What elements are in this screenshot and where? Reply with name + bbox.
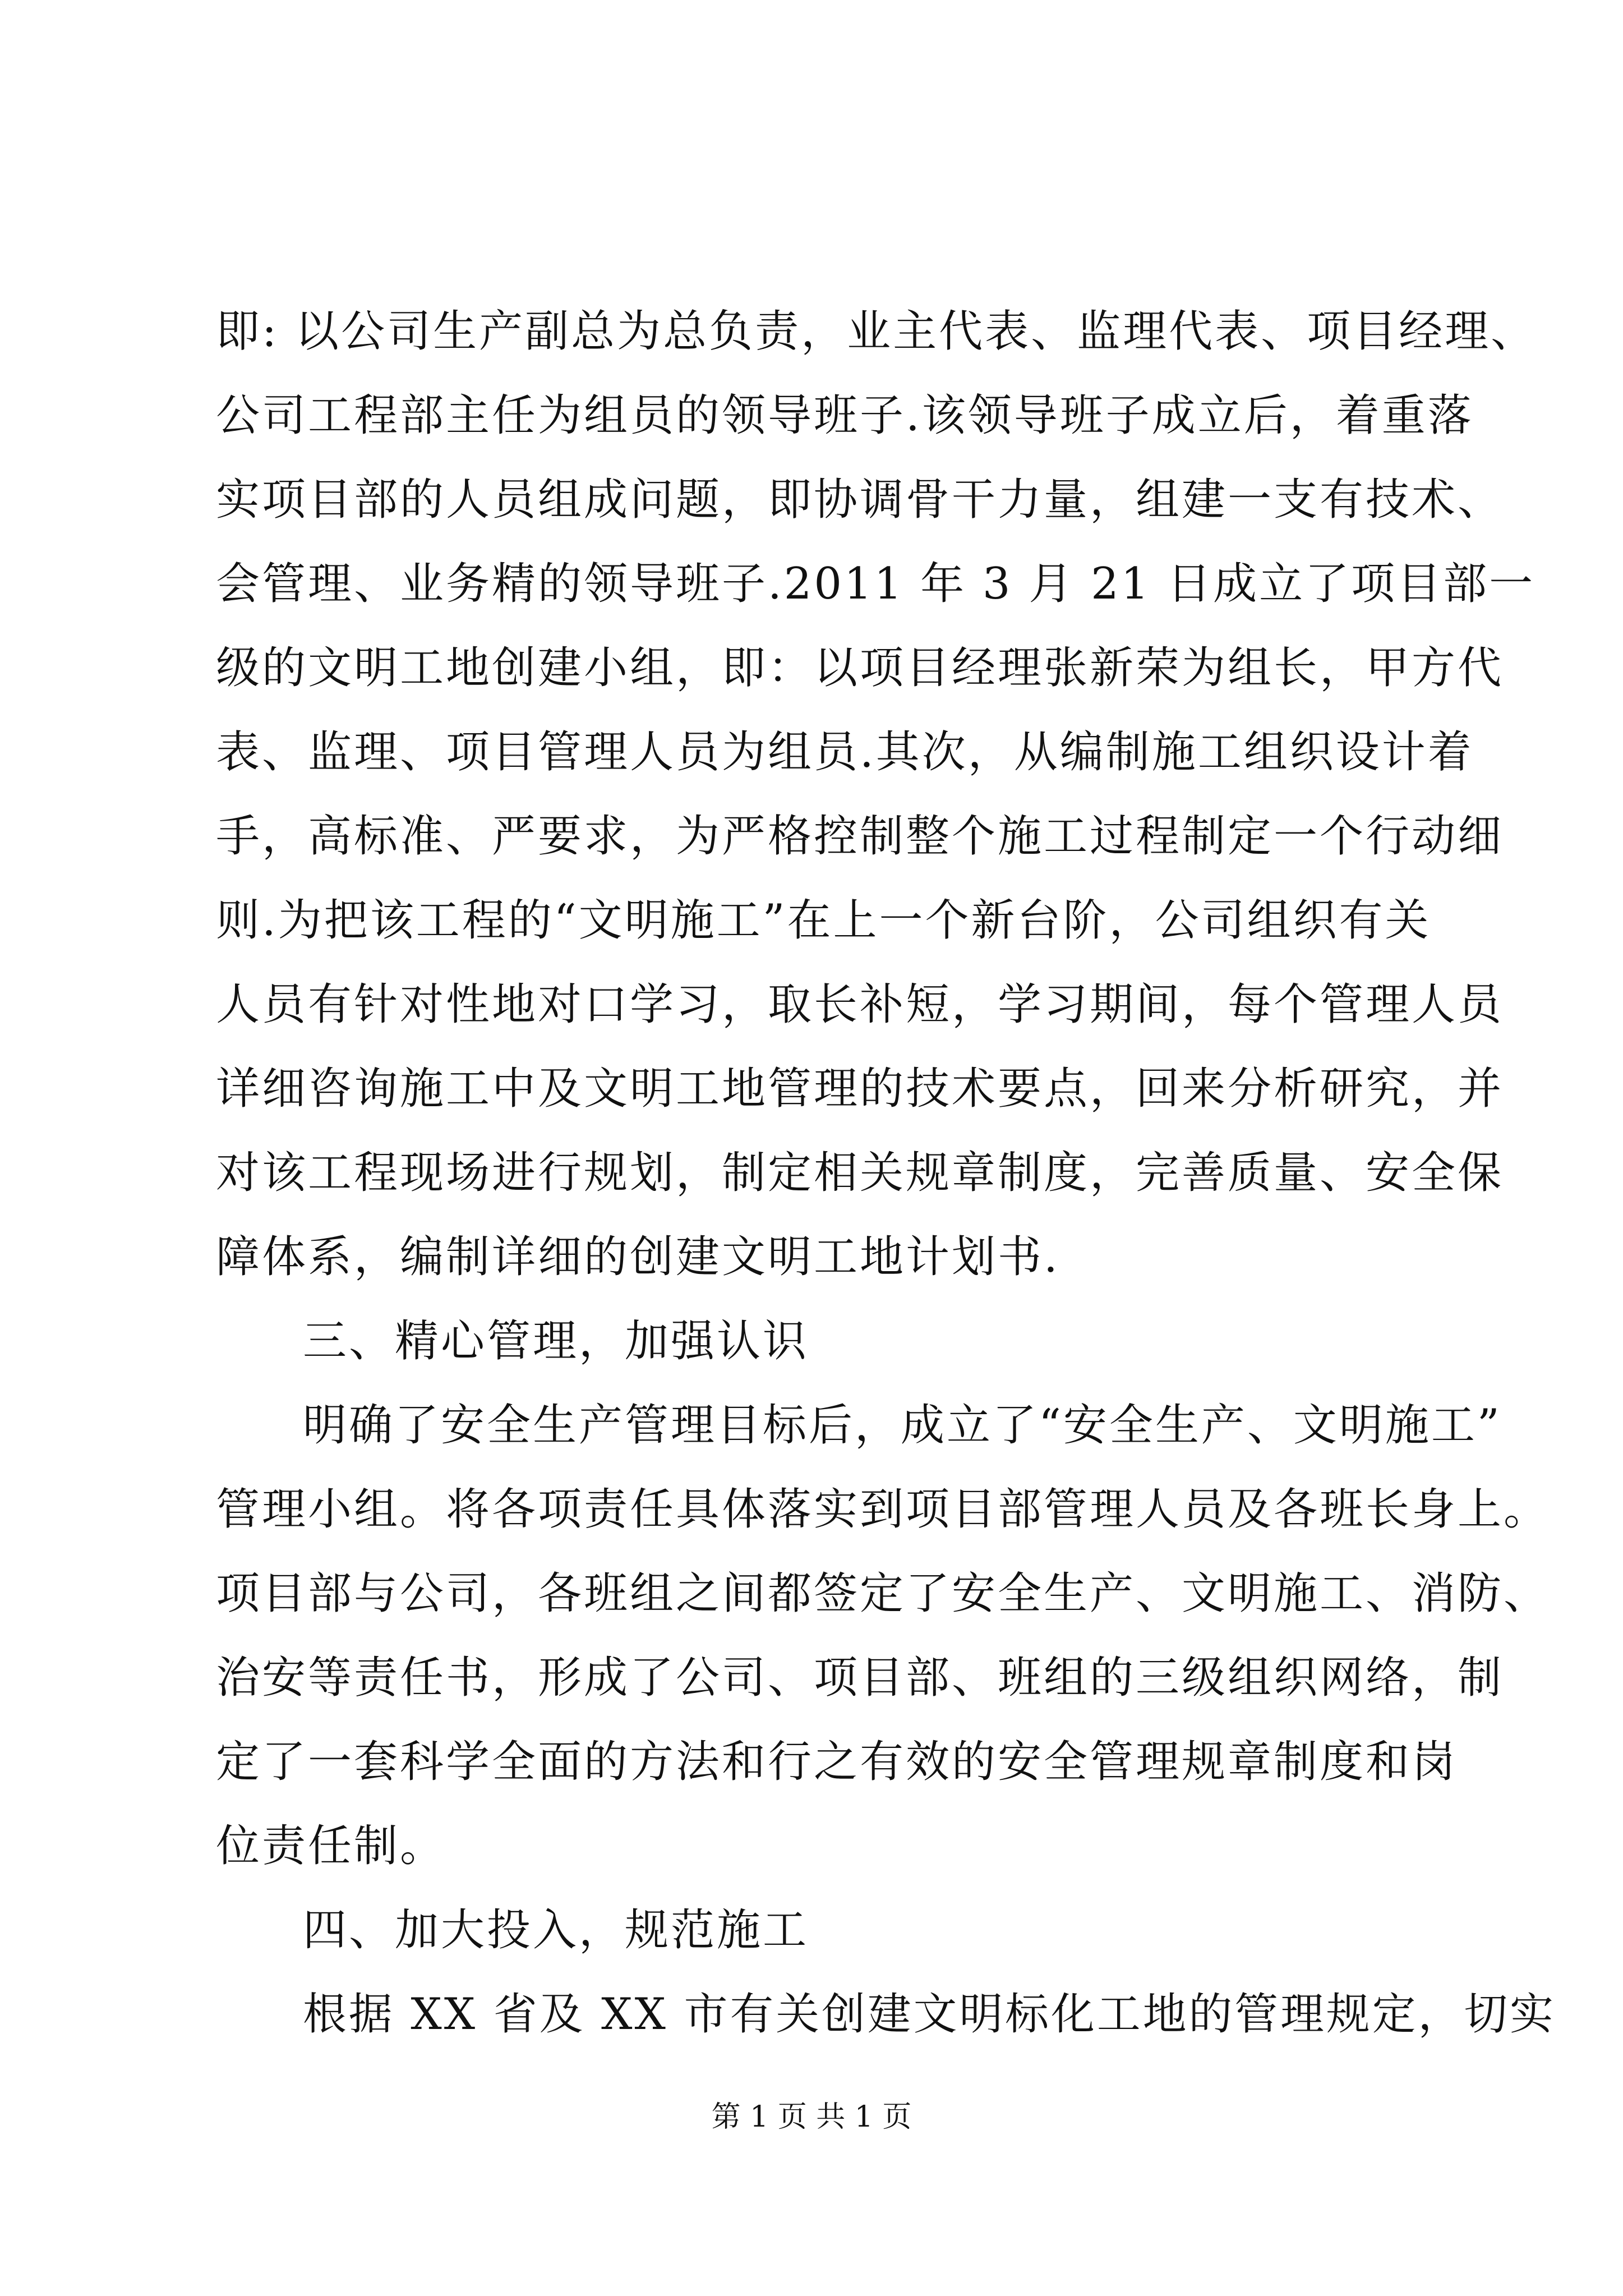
body-line-16: 项目部与公司，各班组之间都签定了安全生产、文明施工、消防、 xyxy=(216,1568,1550,1619)
section-heading-3: 三、精心管理，加强认识 xyxy=(303,1316,809,1366)
body-line-4: 会管理、业务精的领导班子.2011 年 3 月 21 日成立了项目部一 xyxy=(216,559,1536,609)
body-line-10: 详细咨询施工中及文明工地管理的技术要点，回来分析研究，并 xyxy=(216,1064,1504,1114)
body-line-18: 定了一套科学全面的方法和行之有效的安全管理规章制度和岗 xyxy=(216,1737,1458,1787)
body-line-17: 治安等责任书，形成了公司、项目部、班组的三级组织网络，制 xyxy=(216,1653,1504,1703)
body-line-14: 明确了安全生产管理目标后，成立了“安全生产、文明施工” xyxy=(303,1400,1502,1451)
body-line-12: 障体系，编制详细的创建文明工地计划书. xyxy=(216,1232,1060,1282)
body-line-9: 人员有针对性地对口学习，取长补短，学习期间，每个管理人员 xyxy=(216,979,1504,1030)
section-heading-4: 四、加大投入，规范施工 xyxy=(303,1905,809,1955)
body-line-2: 公司工程部主任为组员的领导班子.该领导班子成立后，着重落 xyxy=(216,390,1474,441)
body-line-15: 管理小组。将各项责任具体落实到项目部管理人员及各班长身上。 xyxy=(216,1484,1550,1535)
body-line-5: 级的文明工地创建小组，即：以项目经理张新荣为组长，甲方代 xyxy=(216,643,1504,693)
body-line-3: 实项目部的人员组成问题，即协调骨干力量，组建一支有技术、 xyxy=(216,475,1504,525)
body-line-6: 表、监理、项目管理人员为组员.其次，从编制施工组织设计着 xyxy=(216,727,1474,777)
body-line-21: 根据 XX 省及 XX 市有关创建文明标化工地的管理规定，切实 xyxy=(303,1989,1556,2040)
body-line-7: 手，高标准、严要求，为严格控制整个施工过程制定一个行动细 xyxy=(216,811,1504,862)
body-line-19: 位责任制。 xyxy=(216,1821,446,1871)
body-line-8: 则.为把该工程的“文明施工”在上一个新台阶，公司组织有关 xyxy=(216,895,1431,946)
body-line-11: 对该工程现场进行规划，制定相关规章制度，完善质量、安全保 xyxy=(216,1148,1504,1198)
page-footer: 第 1 页 共 1 页 xyxy=(711,2100,912,2134)
body-line-1: 即: 以公司生产副总为总负责，业主代表、监理代表、项目经理、 xyxy=(216,306,1537,357)
